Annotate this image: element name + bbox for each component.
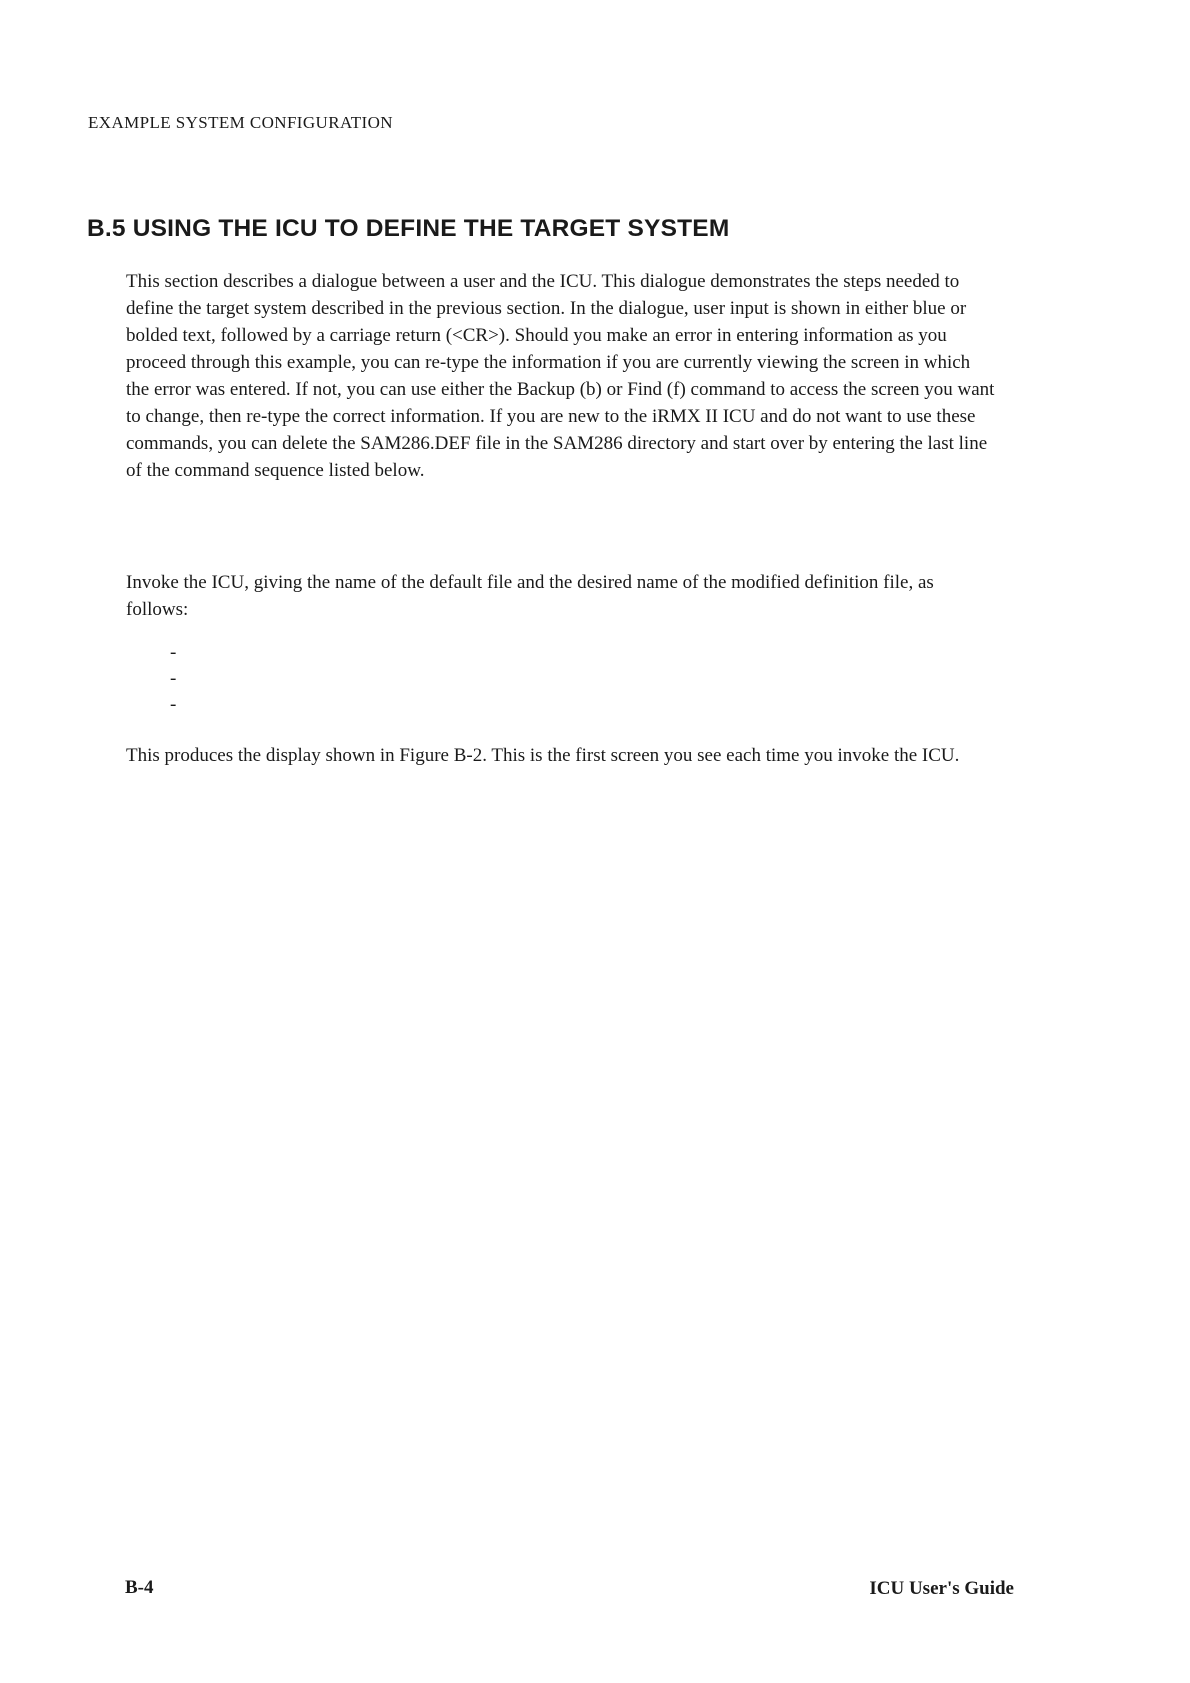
ellipsis-mark: - <box>170 642 177 663</box>
ellipsis-mark: - <box>170 694 177 715</box>
ellipsis-mark: - <box>170 668 177 689</box>
page-number: B-4 <box>125 1577 154 1598</box>
ellipsis-marks <box>170 640 176 718</box>
running-head: EXAMPLE SYSTEM CONFIGURATION <box>88 113 393 132</box>
display-paragraph: This produces the display shown in Figure B-2. This is the first screen you see each time you invoke the ICU. <box>126 745 960 766</box>
invoke-paragraph: Invoke the ICU, giving the name of the default file and the desired name of the modified definition file, as follows: <box>126 572 934 620</box>
intro-paragraph: This section describes a dialogue between a user and the ICU. This dialogue demonstrates the steps needed to define the target system described in the previous section. In the dialogue, user input is shown in either blue or bolded text, followed by a carriage return (<CR>). Should you make an error in entering information as you proceed through this example, you can re-type the information if you are currently viewing the screen in which the error was entered. If not, you can use either the Backup (b) or Find (f) command to access the screen you want to change, then re-type the correct information. If you are new to the iRMX II ICU and do not want to use these commands, you can delete the SAM286.DEF file in the SAM286 directory and start over by entering the last line of the command sequence listed below. <box>126 271 995 481</box>
book-title: ICU User's Guide <box>869 1578 1014 1599</box>
section-heading: B.5 USING THE ICU TO DEFINE THE TARGET SYSTEM <box>87 215 730 242</box>
